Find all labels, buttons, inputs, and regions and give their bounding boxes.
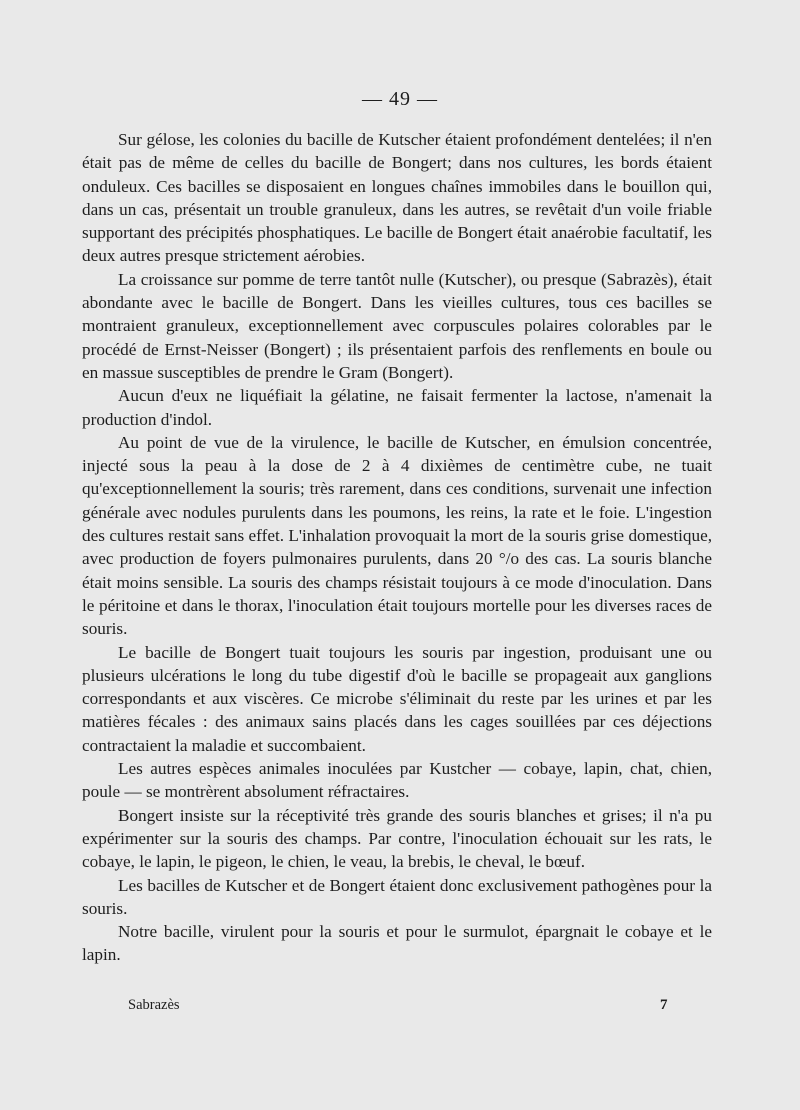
body-text — [82, 128, 712, 967]
paragraph: Sur gélose, les colonies du bacille de Kutscher étaient profondément dentelées; il n'en était pas de même de celles du bacille de Bongert; dans nos cultures, les bords étaient onduleux. Ces bacilles se disposaient en longues chaînes immobiles dans le bouillon qui, dans un cas, présentait un trouble granuleux, dans les autres, se revêtait d'un voile friable supportant des précipités phosphatiques. Le bacille de Bongert était anaérobie facultatif, les deux autres presque strictement aérobies. — [82, 130, 712, 266]
footer-author: Sabrazès — [128, 997, 180, 1013]
paragraph: Au point de vue de la virulence, le bacille de Kutscher, en émulsion concentrée, injecté sous la peau à la dose de 2 à 4 dixièmes de centimètre cube, ne tuait qu'exceptionnellement la souris; très rarement, dans ces conditions, survenait une infection générale avec nodules purulents dans les poumons, les reins, la rate et le foie. L'ingestion des cultures restait sans effet. L'inhalation provoquait la mort de la souris grise domestique, avec production de foyers pulmonaires purulents, dans 20 °/o des cas. La souris blanche était moins sensible. La souris des champs résistait toujours à ce mode d'inoculation. Dans le péritoine et dans le thorax, l'inoculation était toujours mortelle pour les diverses races de souris. — [82, 432, 712, 639]
paragraph: Le bacille de Bongert tuait toujours les souris par ingestion, produisant une ou plusieurs ulcérations le long du tube digestif d'où le bacille se propageait aux ganglions correspondants et aux viscères. Ce microbe s'éliminait du reste par les urines et par les matières fécales : des animaux sains placés dans les cages souillées par ces déjections contractaient la maladie et succombaient. — [82, 642, 712, 755]
paragraph: Les bacilles de Kutscher et de Bongert étaient donc exclusivement pathogènes pour la souris. — [82, 875, 712, 918]
paragraph: Les autres espèces animales inoculées par Kustcher — cobaye, lapin, chat, chien, poule — se montrèrent absolument réfractaires. — [82, 759, 712, 802]
footer-signature-mark: 7 — [660, 997, 668, 1013]
paragraph: La croissance sur pomme de terre tantôt nulle (Kutscher), ou presque (Sabrazès), était abondante avec le bacille de Bongert. Dans les vieilles cultures, tous ces bacilles se montraient granuleux, exceptionnellement avec corpuscules polaires colorables par le procédé de Ernst-Neisser (Bongert) ; ils présentaient parfois des renflements en boule ou en massue susceptibles de prendre le Gram (Bongert). — [82, 269, 712, 382]
paragraph: Aucun d'eux ne liquéfiait la gélatine, ne faisait fermenter la lactose, n'amenait la production d'indol. — [82, 386, 712, 429]
paragraph: Notre bacille, virulent pour la souris et pour le surmulot, épargnait le cobaye et le lapin. — [82, 922, 712, 965]
page-number: — 49 — — [362, 88, 438, 110]
paragraph: Bongert insiste sur la réceptivité très grande des souris blanches et grises; il n'a pu expérimenter sur la souris des champs. Par contre, l'inoculation échouait sur les rats, le cobaye, le lapin, le pigeon, le chien, le veau, la brebis, le cheval, le bœuf. — [82, 805, 712, 872]
